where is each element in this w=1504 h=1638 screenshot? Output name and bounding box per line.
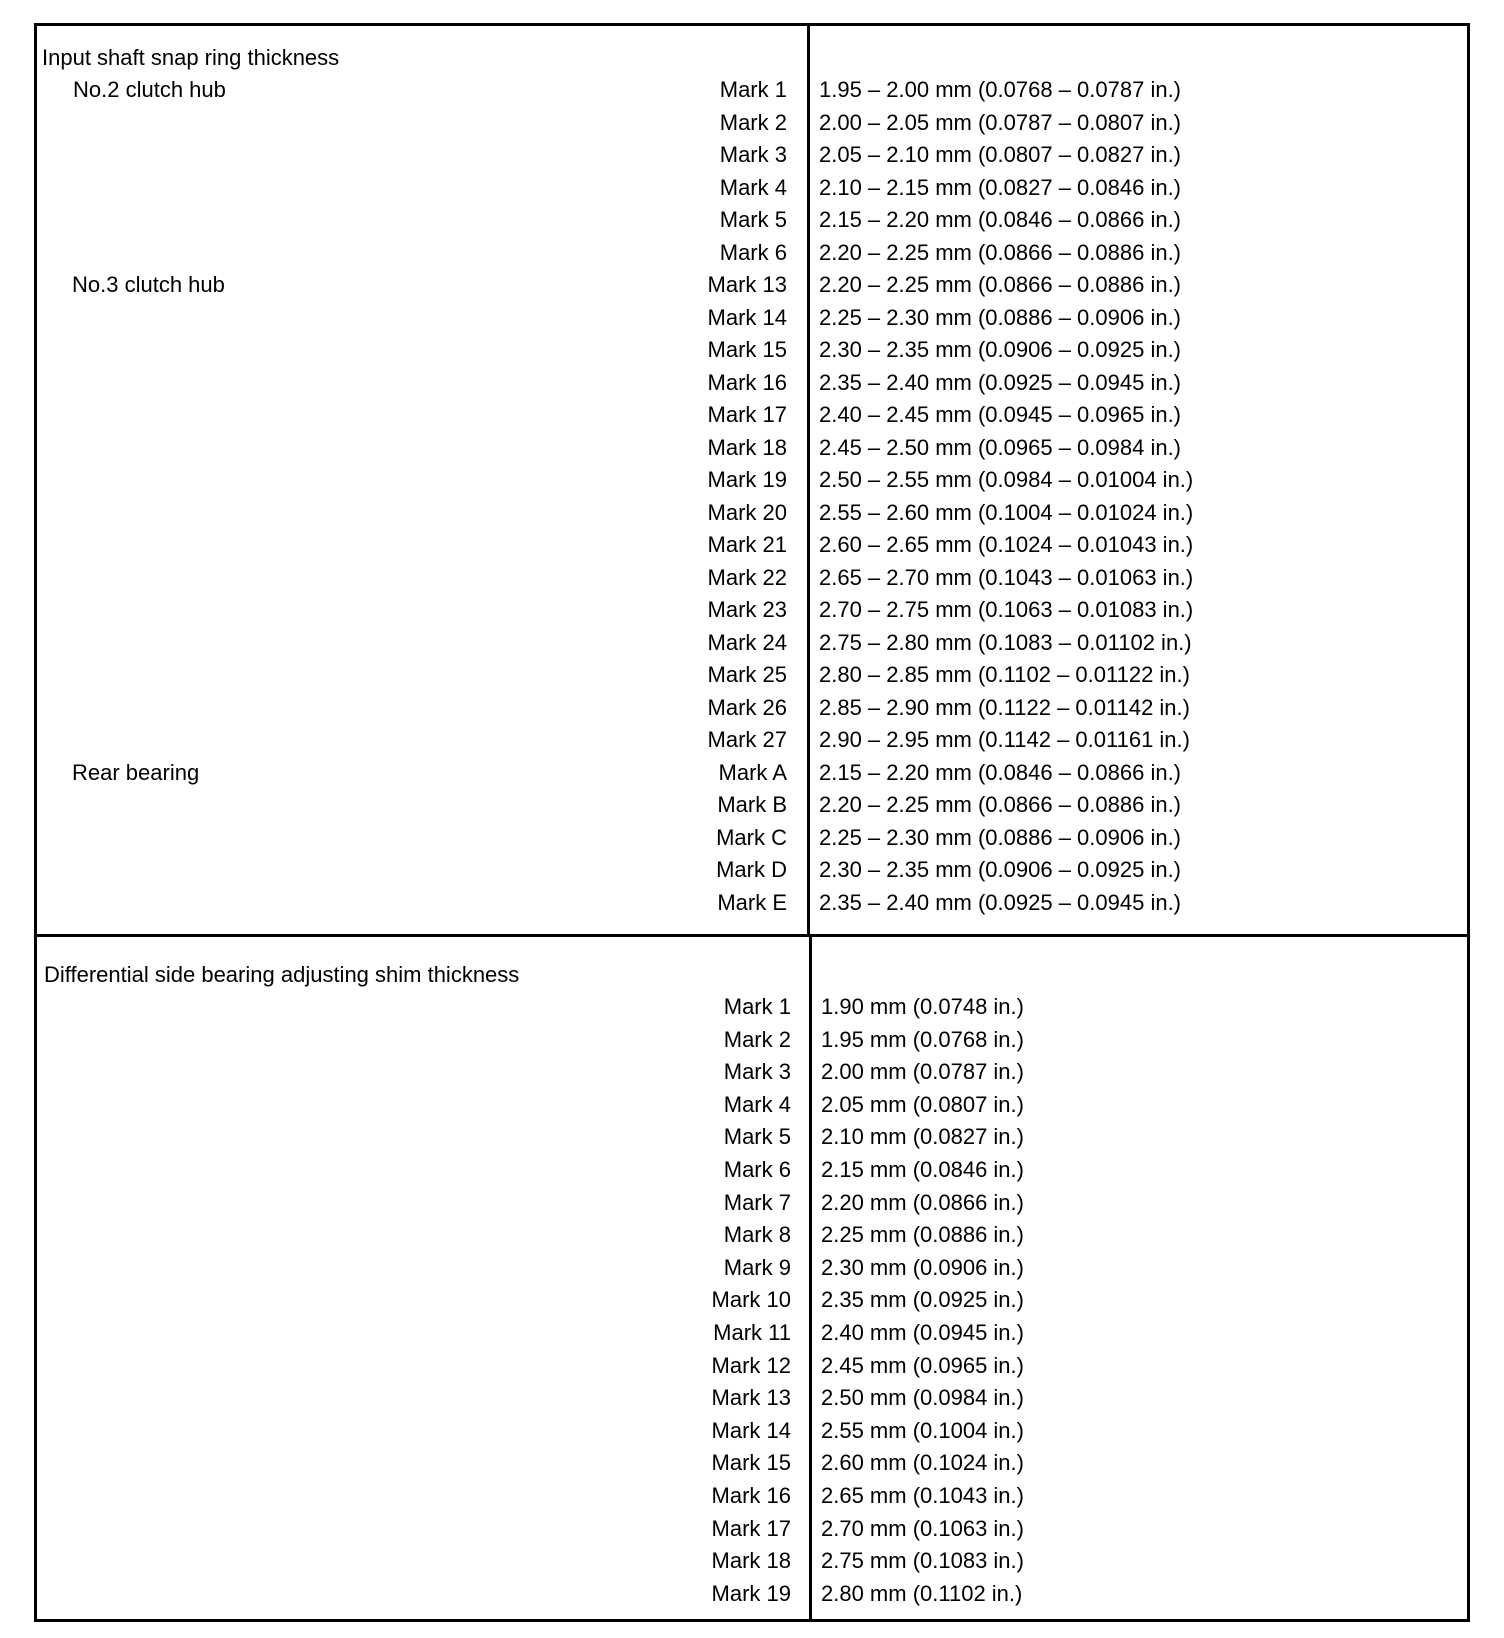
table-row	[37, 1415, 1467, 1448]
spec-table	[34, 23, 1470, 1622]
mark-label: Mark 1	[723, 994, 791, 1019]
thickness-value: 2.60 mm (0.1024 in.)	[821, 1450, 1024, 1476]
table-row	[37, 432, 1467, 465]
table-row	[37, 1447, 1467, 1480]
table-row	[37, 302, 1467, 335]
mark-label: Mark 19	[711, 1580, 791, 1606]
thickness-value: 2.40 mm (0.0945 in.)	[821, 1319, 1024, 1345]
mark-label: Mark 19	[707, 467, 787, 492]
component-label: Rear bearing	[72, 759, 200, 785]
table-row	[37, 1187, 1467, 1220]
mark-label: Mark 15	[707, 337, 787, 362]
table-row	[37, 529, 1467, 562]
mark-label: Mark 16	[711, 1482, 791, 1508]
mark-label: Mark 6	[719, 239, 787, 265]
mark-label: Mark 23	[707, 597, 787, 622]
mark-label: Mark D	[716, 857, 787, 882]
table-row	[37, 1578, 1467, 1611]
table-row	[37, 1252, 1467, 1285]
thickness-value: 2.00 mm (0.0787 in.)	[821, 1059, 1024, 1085]
thickness-value: 2.55 – 2.60 mm (0.1004 – 0.01024 in.)	[819, 499, 1194, 525]
thickness-value: 2.30 – 2.35 mm (0.0906 – 0.0925 in.)	[819, 857, 1182, 882]
mark-label: Mark 11	[713, 1319, 791, 1345]
thickness-value: 2.70 mm (0.1063 in.)	[821, 1515, 1024, 1541]
thickness-value: 2.35 mm (0.0925 in.)	[821, 1287, 1024, 1313]
mark-label: Mark 14	[707, 304, 787, 330]
table-row	[37, 1480, 1467, 1513]
table-row	[37, 594, 1467, 627]
thickness-value: 1.95 mm (0.0768 in.)	[821, 1026, 1024, 1052]
mark-label: Mark 12	[711, 1352, 791, 1378]
mark-label: Mark C	[716, 824, 787, 850]
mark-label: Mark 1	[719, 77, 787, 102]
mark-label: Mark 9	[723, 1254, 791, 1280]
thickness-value: 2.90 – 2.95 mm (0.1142 – 0.01161 in.)	[819, 727, 1190, 752]
mark-label: Mark 17	[711, 1515, 791, 1541]
thickness-value: 2.20 – 2.25 mm (0.0866 – 0.0886 in.)	[819, 792, 1182, 817]
mark-label: Mark A	[718, 759, 787, 785]
mark-label: Mark 10	[711, 1287, 791, 1313]
component-label: No.2 clutch hub	[73, 77, 226, 102]
mark-label: Mark 6	[723, 1156, 791, 1182]
thickness-value: 2.55 mm (0.1004 in.)	[821, 1417, 1024, 1443]
thickness-value: 2.25 mm (0.0886 in.)	[821, 1222, 1024, 1248]
table-row	[37, 854, 1467, 887]
table-row	[37, 1545, 1467, 1578]
mark-label: Mark 5	[723, 1124, 791, 1150]
thickness-value: 2.05 mm (0.0807 in.)	[821, 1091, 1024, 1117]
mark-label: Mark B	[717, 792, 787, 817]
mark-label: Mark 26	[707, 694, 787, 720]
table-row	[37, 991, 1467, 1024]
mark-label: Mark 2	[723, 1026, 791, 1052]
thickness-value: 2.30 – 2.35 mm (0.0906 – 0.0925 in.)	[819, 337, 1182, 362]
thickness-value: 2.80 – 2.85 mm (0.1102 – 0.01122 in.)	[819, 662, 1190, 687]
table-row	[37, 1056, 1467, 1089]
table-row	[37, 724, 1467, 757]
thickness-value: 2.25 – 2.30 mm (0.0886 – 0.0906 in.)	[819, 304, 1182, 330]
table-row	[37, 204, 1467, 237]
table-row	[37, 107, 1467, 140]
table-row	[37, 1024, 1467, 1057]
table-row	[37, 562, 1467, 595]
thickness-value: 2.20 mm (0.0866 in.)	[821, 1189, 1024, 1215]
thickness-value: 2.65 – 2.70 mm (0.1043 – 0.01063 in.)	[819, 564, 1194, 590]
mark-label: Mark 14	[711, 1417, 791, 1443]
mark-label: Mark 18	[711, 1548, 791, 1574]
thickness-value: 1.90 mm (0.0748 in.)	[821, 994, 1024, 1019]
mark-label: Mark 16	[707, 369, 787, 395]
thickness-value: 2.60 – 2.65 mm (0.1024 – 0.01043 in.)	[819, 532, 1194, 557]
table-row	[37, 464, 1467, 497]
table-row	[37, 822, 1467, 855]
thickness-value: 2.45 mm (0.0965 in.)	[821, 1352, 1024, 1378]
mark-label: Mark 2	[719, 109, 787, 135]
mark-label: Mark E	[717, 889, 787, 915]
thickness-value: 2.35 – 2.40 mm (0.0925 – 0.0945 in.)	[819, 369, 1182, 395]
mark-label: Mark 4	[723, 1091, 791, 1117]
mark-label: Mark 18	[707, 434, 787, 460]
table-row	[37, 1219, 1467, 1252]
thickness-value: 2.15 – 2.20 mm (0.0846 – 0.0866 in.)	[819, 207, 1182, 232]
mark-label: Mark 13	[707, 272, 787, 297]
table-row	[37, 1154, 1467, 1187]
mark-label: Mark 27	[707, 727, 787, 752]
mark-label: Mark 20	[707, 499, 787, 525]
mark-label: Mark 17	[707, 402, 787, 427]
thickness-value: 2.15 – 2.20 mm (0.0846 – 0.0866 in.)	[819, 759, 1182, 785]
thickness-value: 2.40 – 2.45 mm (0.0945 – 0.0965 in.)	[819, 402, 1182, 427]
thickness-value: 2.10 mm (0.0827 in.)	[821, 1124, 1024, 1150]
table-row	[37, 269, 1467, 302]
thickness-value: 2.15 mm (0.0846 in.)	[821, 1156, 1024, 1182]
spec-section	[37, 934, 1467, 1619]
mark-label: Mark 24	[707, 629, 787, 655]
table-row	[37, 1317, 1467, 1350]
table-row	[37, 692, 1467, 725]
table-row	[37, 334, 1467, 367]
table-row	[37, 172, 1467, 205]
thickness-value: 2.05 – 2.10 mm (0.0807 – 0.0827 in.)	[819, 142, 1182, 167]
table-row	[37, 1350, 1467, 1383]
thickness-value: 2.20 – 2.25 mm (0.0866 – 0.0886 in.)	[819, 272, 1182, 297]
table-row	[37, 367, 1467, 400]
thickness-value: 2.80 mm (0.1102 in.)	[821, 1580, 1023, 1606]
table-row	[37, 399, 1467, 432]
mark-label: Mark 4	[719, 174, 787, 200]
table-row	[37, 237, 1467, 270]
thickness-value: 2.75 mm (0.1083 in.)	[821, 1548, 1024, 1574]
table-row	[37, 1382, 1467, 1415]
table-row	[37, 789, 1467, 822]
thickness-value: 2.25 – 2.30 mm (0.0886 – 0.0906 in.)	[819, 824, 1182, 850]
thickness-value: 2.45 – 2.50 mm (0.0965 – 0.0984 in.)	[819, 434, 1182, 460]
mark-label: Mark 21	[707, 532, 787, 557]
spec-section	[37, 26, 1467, 934]
thickness-value: 2.30 mm (0.0906 in.)	[821, 1254, 1024, 1280]
mark-label: Mark 7	[723, 1189, 791, 1215]
thickness-value: 2.50 – 2.55 mm (0.0984 – 0.01004 in.)	[819, 467, 1194, 492]
thickness-value: 2.65 mm (0.1043 in.)	[821, 1482, 1024, 1508]
table-row	[37, 74, 1467, 107]
table-row	[37, 1089, 1467, 1122]
table-row	[37, 139, 1467, 172]
table-row	[37, 627, 1467, 660]
table-row	[37, 659, 1467, 692]
mark-label: Mark 22	[707, 564, 787, 590]
table-row	[37, 1284, 1467, 1317]
thickness-value: 2.50 mm (0.0984 in.)	[821, 1385, 1024, 1411]
mark-label: Mark 13	[711, 1385, 791, 1411]
mark-label: Mark 5	[719, 207, 787, 232]
section-title: Input shaft snap ring thickness	[42, 45, 340, 70]
thickness-value: 2.70 – 2.75 mm (0.1063 – 0.01083 in.)	[819, 597, 1194, 622]
thickness-value: 2.35 – 2.40 mm (0.0925 – 0.0945 in.)	[819, 889, 1182, 915]
table-row	[37, 757, 1467, 790]
thickness-value: 1.95 – 2.00 mm (0.0768 – 0.0787 in.)	[819, 77, 1182, 102]
table-row	[37, 887, 1467, 920]
mark-label: Mark 15	[711, 1450, 791, 1476]
mark-label: Mark 25	[707, 662, 787, 687]
mark-label: Mark 3	[719, 142, 787, 167]
mark-label: Mark 8	[723, 1222, 791, 1248]
mark-label: Mark 3	[723, 1059, 791, 1085]
table-row	[37, 1513, 1467, 1546]
thickness-value: 2.00 – 2.05 mm (0.0787 – 0.0807 in.)	[819, 109, 1182, 135]
thickness-value: 2.75 – 2.80 mm (0.1083 – 0.01102 in.)	[819, 629, 1192, 655]
thickness-value: 2.10 – 2.15 mm (0.0827 – 0.0846 in.)	[819, 174, 1182, 200]
thickness-value: 2.20 – 2.25 mm (0.0866 – 0.0886 in.)	[819, 239, 1182, 265]
section-title: Differential side bearing adjusting shim thickness	[44, 962, 520, 987]
thickness-value: 2.85 – 2.90 mm (0.1122 – 0.01142 in.)	[819, 694, 1190, 720]
table-row	[37, 1121, 1467, 1154]
component-label: No.3 clutch hub	[72, 272, 225, 297]
table-row	[37, 497, 1467, 530]
